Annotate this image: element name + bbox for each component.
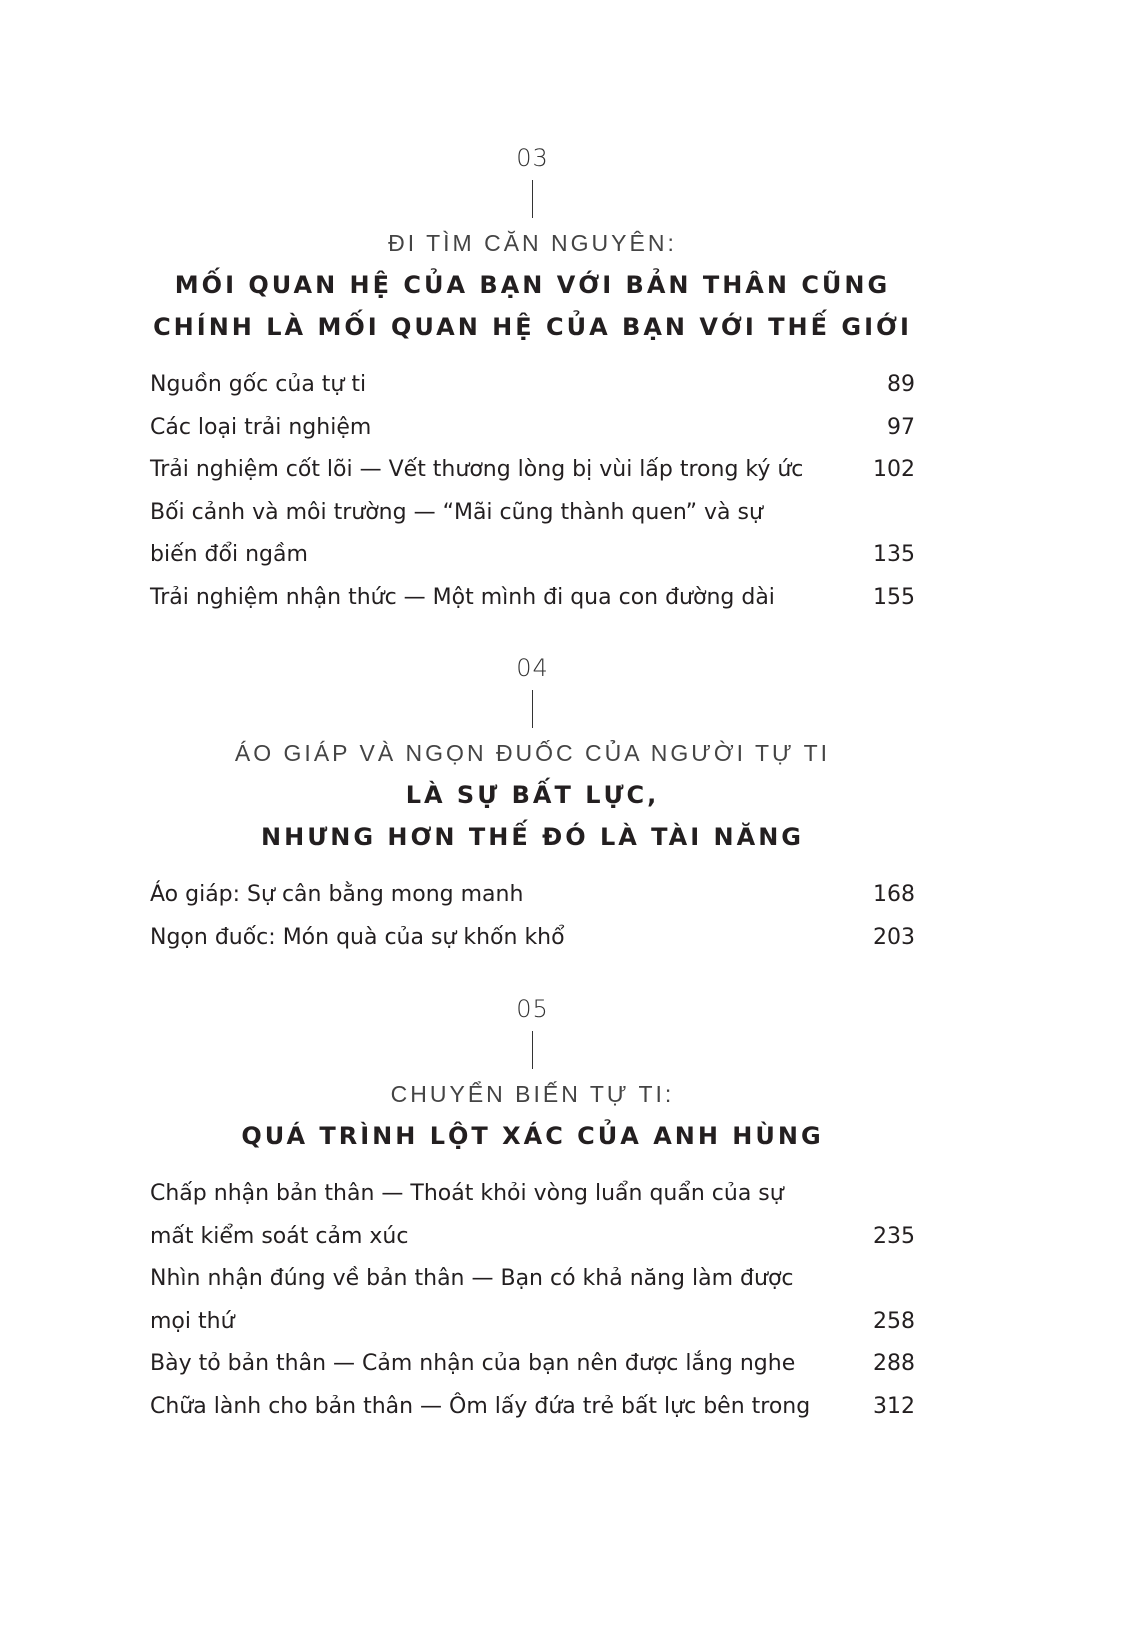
divider-line (532, 1031, 534, 1069)
entry-title-line: Các loại trải nghiệm (150, 414, 372, 440)
toc-entry[interactable] (150, 577, 915, 620)
entry-title-line: Trải nghiệm cốt lõi — Vết thương lòng bị vùi lấp trong ký ức (150, 457, 804, 482)
toc-entry[interactable] (150, 407, 915, 450)
entry-page-number: 155 (873, 584, 915, 610)
entry-title-line: mọi thứ (150, 1308, 235, 1334)
entry-title (150, 364, 366, 407)
entry-page-number: 312 (873, 1393, 915, 1419)
entry-title (150, 449, 803, 492)
entry-page-number: 203 (873, 924, 915, 950)
chapter-title-line: CHÍNH LÀ MỐI QUAN HỆ CỦA BẠN VỚI THẾ GIỚI (153, 313, 912, 341)
entry-list (150, 874, 915, 959)
entry-title-line: Nguồn gốc của tự ti (150, 372, 367, 397)
chapter-title-line: QUÁ TRÌNH LỘT XÁC CỦA ANH HÙNG (241, 1122, 824, 1150)
entry-page-number: 235 (873, 1223, 915, 1249)
entry-title (150, 492, 763, 577)
chapter-title-line: LÀ SỰ BẤT LỰC, (405, 781, 660, 809)
entry-title-line: biến đổi ngầm (150, 542, 308, 567)
entry-title (150, 1386, 810, 1429)
entry-title-line: Chấp nhận bản thân — Thoát khỏi vòng luẩn quẩn của sự (150, 1181, 784, 1206)
chapter-subtitle: ĐI TÌM CĂN NGUYÊN: (388, 230, 677, 256)
toc-entry[interactable] (150, 492, 915, 577)
chapter-number: 05 (516, 995, 549, 1023)
entry-title-line: Trải nghiệm nhận thức — Một mình đi qua con đường dài (150, 584, 775, 610)
entry-title (150, 874, 523, 917)
chapter-subtitle: ÁO GIÁP VÀ NGỌN ĐUỐC CỦA NGƯỜI TỰ TI (234, 740, 831, 766)
entry-list (150, 1173, 915, 1428)
entry-title-line: Áo giáp: Sự cân bằng mong manh (150, 882, 524, 907)
entry-title (150, 407, 371, 450)
entry-title-line: Bối cảnh và môi trường — “Mãi cũng thành quen” và sự (150, 499, 763, 525)
chapter-title-line: NHƯNG HƠN THẾ ĐÓ LÀ TÀI NĂNG (261, 823, 804, 851)
entry-title (150, 577, 775, 620)
entry-title-line: Bày tỏ bản thân — Cảm nhận của bạn nên được lắng nghe (150, 1351, 796, 1376)
chapter-section (150, 994, 915, 1428)
entry-page-number: 288 (873, 1351, 915, 1376)
entry-page-number: 89 (887, 372, 915, 397)
divider-line (532, 690, 534, 728)
divider-line (532, 180, 534, 218)
chapter-number: 03 (516, 144, 549, 172)
chapter-subtitle: CHUYỂN BIẾN TỰ TI: (390, 1081, 675, 1107)
toc-entry[interactable] (150, 1173, 915, 1258)
toc-entry[interactable] (150, 1258, 915, 1343)
entry-page-number: 102 (873, 457, 915, 482)
entry-page-number: 168 (873, 882, 915, 907)
toc-entry[interactable] (150, 449, 915, 492)
chapter-section (150, 653, 915, 959)
entry-page-number: 97 (887, 414, 915, 440)
entry-page-number: 135 (873, 542, 915, 567)
entry-title (150, 1258, 794, 1343)
entry-title (150, 1343, 795, 1386)
chapter-title-line: MỐI QUAN HỆ CỦA BẠN VỚI BẢN THÂN CŨNG (174, 271, 891, 299)
entry-page-number: 258 (873, 1308, 915, 1334)
toc-entry[interactable] (150, 874, 915, 917)
entry-title (150, 1173, 784, 1258)
chapter-section (150, 143, 915, 619)
entry-title-line: Ngọn đuốc: Món quà của sự khốn khổ (150, 924, 565, 950)
toc-entry[interactable] (150, 917, 915, 960)
toc-entry[interactable] (150, 1386, 915, 1429)
entry-list (150, 364, 915, 619)
chapter-number: 04 (516, 654, 549, 682)
entry-title-line: mất kiểm soát cảm xúc (150, 1223, 409, 1249)
toc-entry[interactable] (150, 364, 915, 407)
entry-title-line: Chữa lành cho bản thân — Ôm lấy đứa trẻ bất lực bên trong (150, 1393, 811, 1419)
toc-entry[interactable] (150, 1343, 915, 1386)
entry-title-line: Nhìn nhận đúng về bản thân — Bạn có khả năng làm được (150, 1266, 794, 1291)
entry-title (150, 917, 565, 960)
